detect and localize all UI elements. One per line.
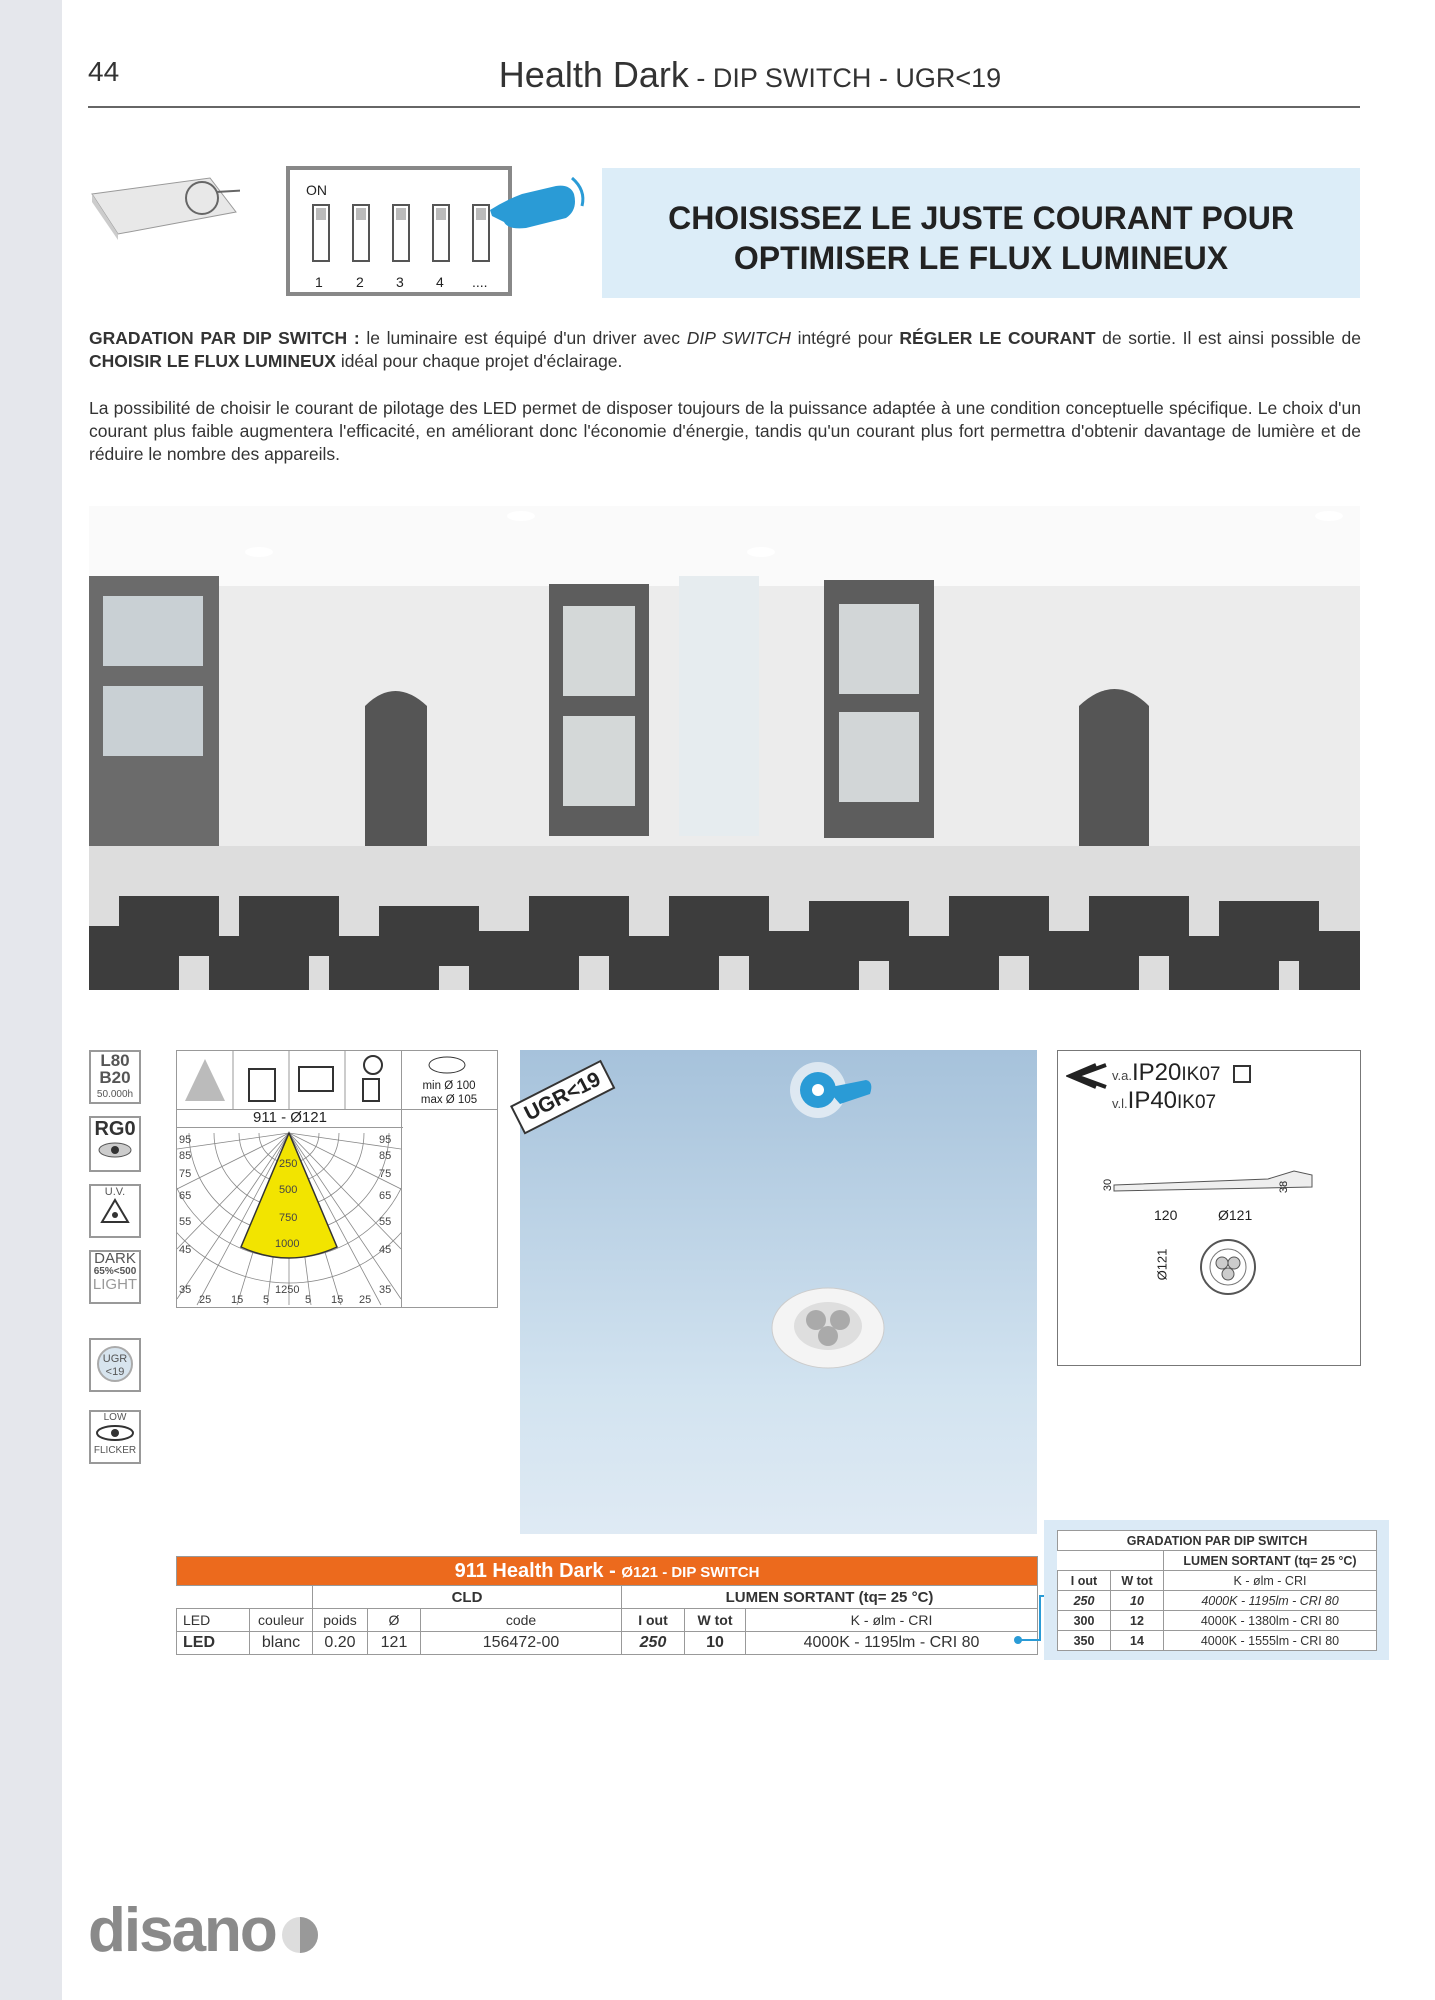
svg-text:75: 75 bbox=[379, 1168, 392, 1180]
flicker-eye-icon bbox=[95, 1424, 135, 1442]
double-insulation-icon bbox=[1233, 1065, 1251, 1083]
eye-icon bbox=[97, 1141, 133, 1159]
pointing-hand-icon bbox=[486, 170, 590, 236]
computer-icon bbox=[299, 1067, 333, 1091]
svg-text:25: 25 bbox=[199, 1294, 212, 1306]
svg-text:65: 65 bbox=[179, 1190, 192, 1202]
svg-text:45: 45 bbox=[179, 1244, 192, 1256]
application-icons: min Ø 100 max Ø 105 bbox=[177, 1051, 497, 1110]
table-row: LED blanc 0.20 121 156472-00 250 10 4000K - 1195lm - CRI 80 bbox=[177, 1632, 1038, 1655]
table-row: 300 12 4000K - 1380lm - CRI 80 bbox=[1058, 1611, 1377, 1631]
dip-touch-icon bbox=[770, 1050, 880, 1120]
specs-panel: v.a.IP20IK07 v.l.IP40IK07 30 38 120 Ø121 Ø121 bbox=[1057, 1050, 1361, 1366]
product-table: 911 Health Dark - Ø121 - DIP SWITCH CLD LUMEN SORTANT (tq= 25 °C) LED couleur poids Ø code I out W tot K - ølm - CRI LED blanc 0.20 121 156472-00 250 10 4000K - 1195lm - CRI 80 bbox=[176, 1556, 1038, 1655]
intro-paragraph-1: GRADATION PAR DIP SWITCH : le luminaire est équipé d'un driver avec DIP SWITCH intégré pour RÉGLER LE COURANT de sortie. Il est ainsi possible de CHOISIR LE FLUX LUMINEUX idéal pour chaque projet d'éclairage. bbox=[89, 328, 1361, 371]
svg-text:5: 5 bbox=[305, 1294, 312, 1306]
polar-diagram bbox=[177, 1129, 401, 1307]
dip-switch-3 bbox=[392, 204, 410, 262]
downlight-image bbox=[770, 1274, 900, 1374]
svg-text:45: 45 bbox=[379, 1244, 392, 1256]
dip-switch-1 bbox=[312, 204, 330, 262]
svg-text:55: 55 bbox=[379, 1216, 392, 1228]
header-rule bbox=[88, 106, 1360, 108]
table-row: 350 14 4000K - 1555lm - CRI 80 bbox=[1058, 1631, 1377, 1651]
dip-switch-2 bbox=[352, 204, 370, 262]
page-number: 44 bbox=[88, 56, 120, 87]
svg-text:95: 95 bbox=[179, 1134, 192, 1146]
svg-text:1250: 1250 bbox=[275, 1284, 300, 1296]
svg-text:85: 85 bbox=[179, 1150, 192, 1162]
shopping-bag-icon bbox=[249, 1069, 275, 1101]
svg-text:55: 55 bbox=[179, 1216, 192, 1228]
photometric-panel bbox=[176, 1050, 498, 1308]
ceiling-lamp-icon bbox=[185, 1059, 225, 1101]
dip-switch-4 bbox=[432, 204, 450, 262]
uv-warning-icon bbox=[100, 1198, 130, 1224]
svg-text:85: 85 bbox=[379, 1150, 392, 1162]
dip-switch-diagram: ON 1 2 3 4 .... bbox=[286, 166, 512, 296]
logo-circle-icon bbox=[280, 1915, 320, 1955]
table-header-row: LED couleur poids Ø code I out W tot K - ølm - CRI bbox=[177, 1609, 1038, 1632]
gradation-table: GRADATION PAR DIP SWITCH LUMEN SORTANT (tq= 25 °C) I out W tot K - ølm - CRI 250 10 4000K - 1195lm - CRI 80 300 12 4000K - 1380lm - CRI 80 350 14 4000K - 1555lm - CRI 80 bbox=[1057, 1530, 1377, 1651]
svg-text:35: 35 bbox=[379, 1284, 392, 1296]
callout-box: CHOISISSEZ LE JUSTE COURANT POUR OPTIMISER LE FLUX LUMINEUX bbox=[602, 168, 1360, 298]
svg-text:750: 750 bbox=[279, 1212, 298, 1224]
table-row: 250 10 4000K - 1195lm - CRI 80 bbox=[1058, 1591, 1377, 1611]
svg-text:25: 25 bbox=[359, 1294, 372, 1306]
class-ii-arrows-icon bbox=[1066, 1061, 1110, 1091]
led-driver-image bbox=[90, 172, 240, 242]
svg-text:65: 65 bbox=[379, 1190, 392, 1202]
left-margin-band bbox=[0, 0, 62, 2000]
svg-text:15: 15 bbox=[331, 1294, 344, 1306]
clock-person-icon bbox=[364, 1056, 382, 1074]
svg-text:500: 500 bbox=[279, 1184, 298, 1196]
ceiling-cutout-icon bbox=[427, 1055, 467, 1075]
dark-light-badge: DARK 65%<500 LIGHT bbox=[89, 1250, 141, 1304]
gradation-header-row: I out W tot K - ølm - CRI bbox=[1058, 1571, 1377, 1591]
lifetime-badge: L80 B20 50.000h bbox=[89, 1050, 141, 1104]
product-image-panel bbox=[520, 1050, 1037, 1534]
front-view-drawing bbox=[1198, 1237, 1258, 1297]
svg-text:5: 5 bbox=[263, 1294, 270, 1306]
product-table-title: 911 Health Dark - Ø121 - DIP SWITCH bbox=[177, 1557, 1038, 1586]
intro-paragraph-2: La possibilité de choisir le courant de pilotage des LED permet de disposer toujours de la puissance adaptée à une condition conceptuelle spécifique. Le choix d'un courant plus faible augmentera l'efficacité, en améliorant donc l'économie d'énergie, tandis qu'un courant plus fort permettra d'obtenir davantage de lumière et de réduire le nombre des appareils. bbox=[89, 398, 1361, 464]
svg-text:75: 75 bbox=[179, 1168, 192, 1180]
ugr-badge: UGR <19 bbox=[89, 1338, 141, 1392]
uv-badge: U.V. bbox=[89, 1184, 141, 1238]
svg-text:250: 250 bbox=[279, 1158, 298, 1170]
classroom-photo bbox=[89, 506, 1360, 990]
photometric-caption: 911 - Ø121 bbox=[177, 1109, 403, 1128]
svg-text:35: 35 bbox=[179, 1284, 192, 1296]
svg-text:1000: 1000 bbox=[275, 1238, 300, 1250]
disano-logo: disano bbox=[88, 1895, 320, 1966]
svg-text:15: 15 bbox=[231, 1294, 244, 1306]
low-flicker-badge: LOW FLICKER bbox=[89, 1410, 141, 1464]
rg0-badge: RG0 bbox=[89, 1116, 141, 1172]
page-title: Health Dark - DIP SWITCH - UGR<19 bbox=[498, 54, 1002, 95]
svg-text:95: 95 bbox=[379, 1134, 392, 1146]
